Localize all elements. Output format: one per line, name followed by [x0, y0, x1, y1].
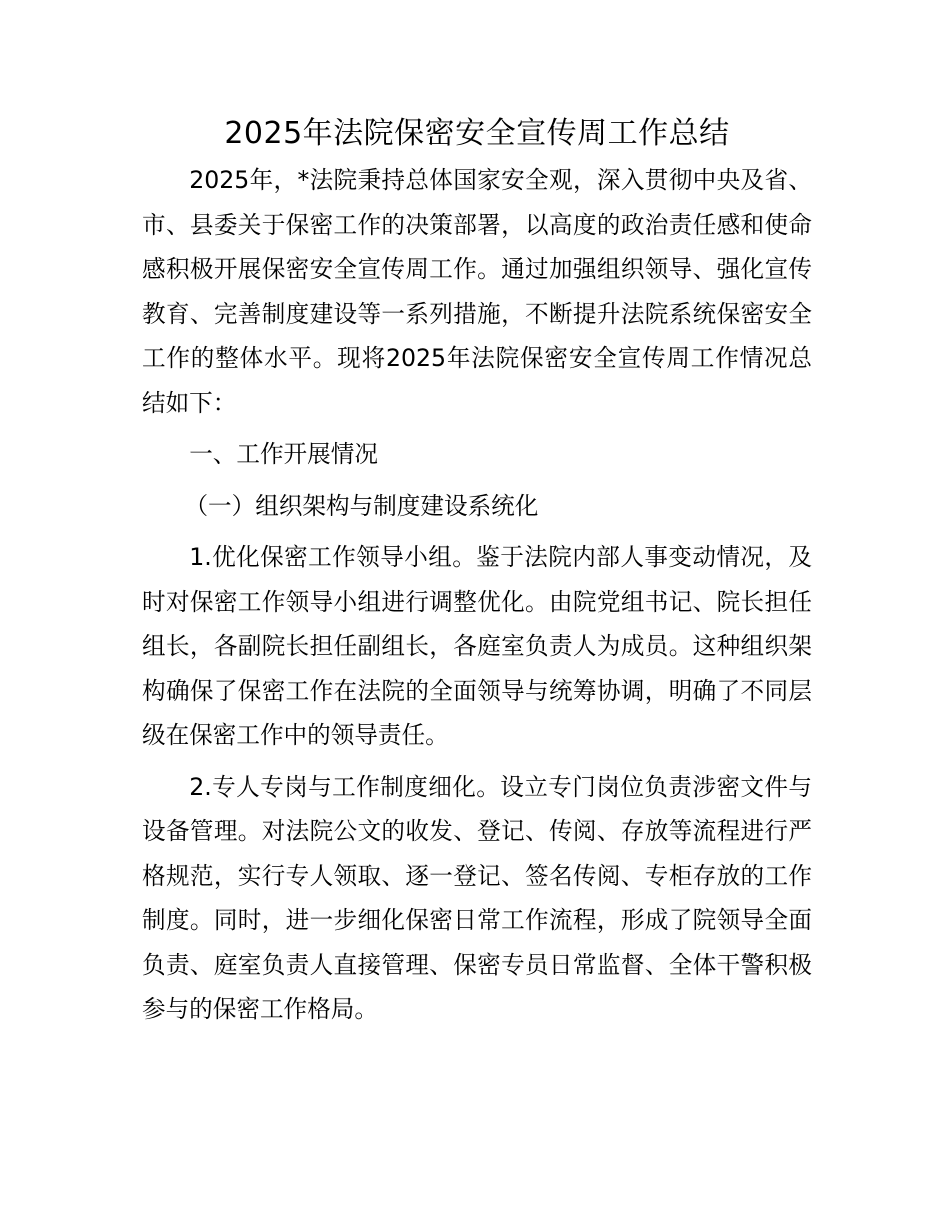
item-paragraph-2: 2.专人专岗与工作制度细化。设立专门岗位负责涉密文件与设备管理。对法院公文的收发、登记、传阅、存放等流程进行严格规范，实行专人领取、逐一登记、签名传阅、专柜存放的工作制度。同时，进一步细化保密日常工作流程，形成了院领导全面负责、庭室负责人直接管理、保密专员日常监督、全体干警积极参与的保密工作格局。: [142, 772, 812, 1023]
section-heading-1: 一、工作开展情况: [189, 440, 378, 468]
item-paragraph-1: 1.优化保密工作领导小组。鉴于法院内部人事变动情况，及时对保密工作领导小组进行调整优化。由院党组书记、院长担任组长，各副院长担任副组长，各庭室负责人为成员。这种组织架构确保了保密工作在法院的全面领导与统筹协调，明确了不同层级在保密工作中的领导责任。: [142, 543, 812, 749]
document-page: [142, 112, 812, 1032]
subsection-heading-1: （一）组织架构与制度建设系统化: [184, 491, 539, 520]
document-title: 2025年法院保密安全宣传周工作总结: [224, 116, 730, 151]
intro-paragraph: 2025年，*法院秉持总体国家安全观，深入贯彻中央及省、市、县委关于保密工作的决策部署，以高度的政治责任感和使命感积极开展保密安全宣传周工作。通过加强组织领导、强化宣传教育、完善制度建设等一系列措施，不断提升法院系统保密安全工作的整体水平。现将2025年法院保密安全宣传周工作情况总结如下：: [142, 166, 812, 417]
